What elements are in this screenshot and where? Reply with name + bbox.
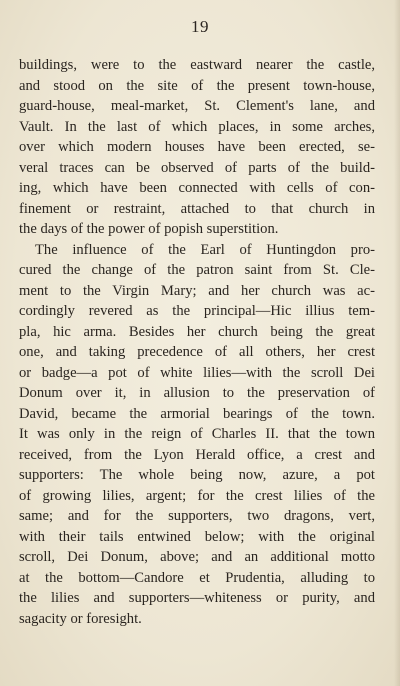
text-line: one, and taking precedence of all others, her crest xyxy=(19,344,375,360)
text-line: the lilies and supporters—whiteness or purity, and xyxy=(19,590,375,606)
text-line: It was only in the reign of Charles II. that the town xyxy=(19,426,375,442)
text-line: veral traces can be observed of parts of the build- xyxy=(19,159,375,176)
page-number: 19 xyxy=(191,17,209,36)
text-line: David, became the armorial bearings of the town. xyxy=(19,405,375,422)
text-line: the days of the power of popish superstition. xyxy=(19,221,279,237)
text-line: cordingly revered as the principal—Hic illius tem- xyxy=(19,303,375,319)
text-line: cured the change of the patron saint from St. Cle- xyxy=(19,262,375,278)
text-line: Vault. In the last of which places, in some arches, xyxy=(19,118,375,135)
body-text xyxy=(19,55,375,629)
text-line: ment to the Virgin Mary; and her church was ac- xyxy=(19,282,375,299)
text-line: over which modern houses have been erected, se- xyxy=(19,139,375,155)
text-line: pla, hic arma. Besides her church being the great xyxy=(19,323,375,340)
text-line: with their tails entwined below; with the original xyxy=(19,528,375,545)
text-line: of growing lilies, argent; for the crest lilies of the xyxy=(19,487,375,504)
text-line: scroll, Dei Donum, above; and an additional motto xyxy=(19,549,375,565)
text-line: or badge—a pot of white lilies—with the scroll Dei xyxy=(19,364,375,381)
text-line: ing, which have been connected with cells of con- xyxy=(19,180,375,196)
text-line: received, from the Lyon Herald office, a crest and xyxy=(19,446,375,463)
text-line: finement or restraint, attached to that church in xyxy=(19,200,375,217)
text-line: buildings, were to the eastward nearer the castle, xyxy=(19,57,375,73)
page-edge-shadow xyxy=(394,0,400,686)
text-line: supporters: The whole being now, azure, a pot xyxy=(19,467,375,483)
text-line: Donum over it, in allusion to the preservation of xyxy=(19,385,375,401)
text-line: The influence of the Earl of Huntingdon pro- xyxy=(35,241,375,258)
text-line: sagacity or foresight. xyxy=(19,610,142,627)
text-line: and stood on the site of the present town-house, xyxy=(19,77,375,94)
text-line: at the bottom—Candore et Prudentia, alluding to xyxy=(19,569,375,586)
text-line: same; and for the supporters, two dragons, vert, xyxy=(19,508,375,524)
text-line: guard-house, meal-market, St. Clement's lane, and xyxy=(19,98,375,114)
